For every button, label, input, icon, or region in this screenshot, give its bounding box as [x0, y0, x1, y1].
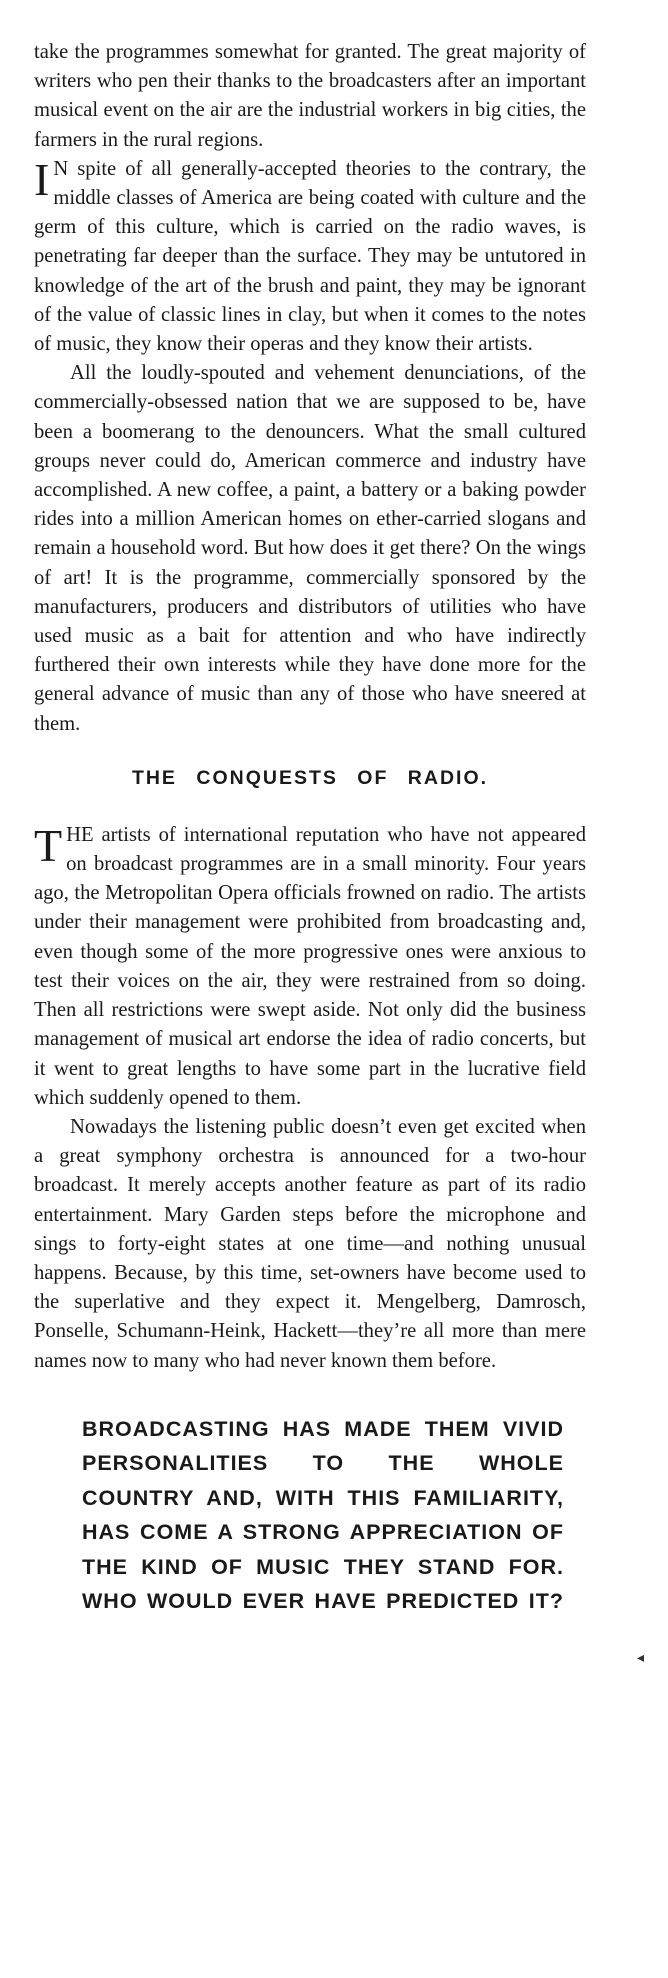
paragraph-5: Nowadays the listening public doesn’t even get excited when a great symphony orchestra is announced for a two-hour broadcast. It merely accepts another feature as part of its radio entertainment. Mary Garden steps before the microphone and sings to forty-eight states at one time—and nothing unusual happens. Because, by this time, set-owners have become used to the superlative and they expect it. Mengelberg, Damrosch, Ponselle, Schumann-Heink, Hackett—they’re all more than mere names now to many who had never known them before.	[34, 1115, 586, 1372]
paragraph-2-text: N spite of all generally-accepted theories to the contrary, the middle classes of America are being coated with culture and the germ of this culture, which is carried on the radio waves, is penetrating far deeper than the surface. They may be untutored in knowledge of the art of the brush and paint, they may be ignorant of the value of classic lines in clay, but when it comes to the notes of music, they know their operas and they know their artists.	[34, 157, 586, 356]
drop-cap-i: I	[34, 153, 50, 205]
paragraph-1: take the programmes somewhat for granted. The great majority of writers who pen their thanks to the broadcasters after an important musical event on the air are the industrial workers in big cities, the farmers in the rural regions.	[34, 41, 586, 151]
paragraph-4-text: HE artists of international reputation who have not appeared on broadcast programmes are in a small minority. Four years ago, the Metropolitan Opera officials frowned on radio. The artists under their management were prohibited from broadcasting and, even though some of the more progressive ones were anxious to test their voices on the air, they were restrained from so doing. Then all restrictions were swept aside. Not only did the business management of musical art endorse the idea of radio concerts, but it went to great lengths to have some part in the lucrative field which suddenly opened to them.	[34, 823, 586, 1109]
margin-speck-icon: ◂	[637, 1650, 645, 1666]
drop-cap-t: T	[34, 819, 63, 871]
paragraph-3: All the loudly-spouted and vehement denunciations, of the commercially-obsessed nation that we are supposed to be, have been a boomerang to the denouncers. What the small cultured groups never could do, American commerce and industry have accomplished. A new coffee, a paint, a battery or a baking powder rides into a million American homes on ether-carried slogans and remain a household word. But how does it get there? On the wings of art! It is the programme, commercially sponsored by the manufacturers, producers and distributors of utilities who have used music as a bait for attention and who have indirectly furthered their own interests while they have done more for the general advance of music than any of those who have sneered at them.	[34, 362, 586, 735]
pull-quote: BROADCASTING HAS MADE THEM VIVID PERSONALITIES TO THE WHOLE COUNTRY AND, WITH THIS FAMILIARITY, HAS COME A STRONG APPRECIATION OF THE KIND OF MUSIC THEY STAND FOR. WHO WOULD EVER HAVE PREDICTED IT?	[82, 1416, 564, 1614]
article-page	[34, 38, 586, 1619]
section-heading: THE CONQUESTS OF RADIO.	[131, 766, 489, 789]
paragraph-2	[34, 155, 586, 359]
paragraph-4	[34, 821, 586, 1113]
